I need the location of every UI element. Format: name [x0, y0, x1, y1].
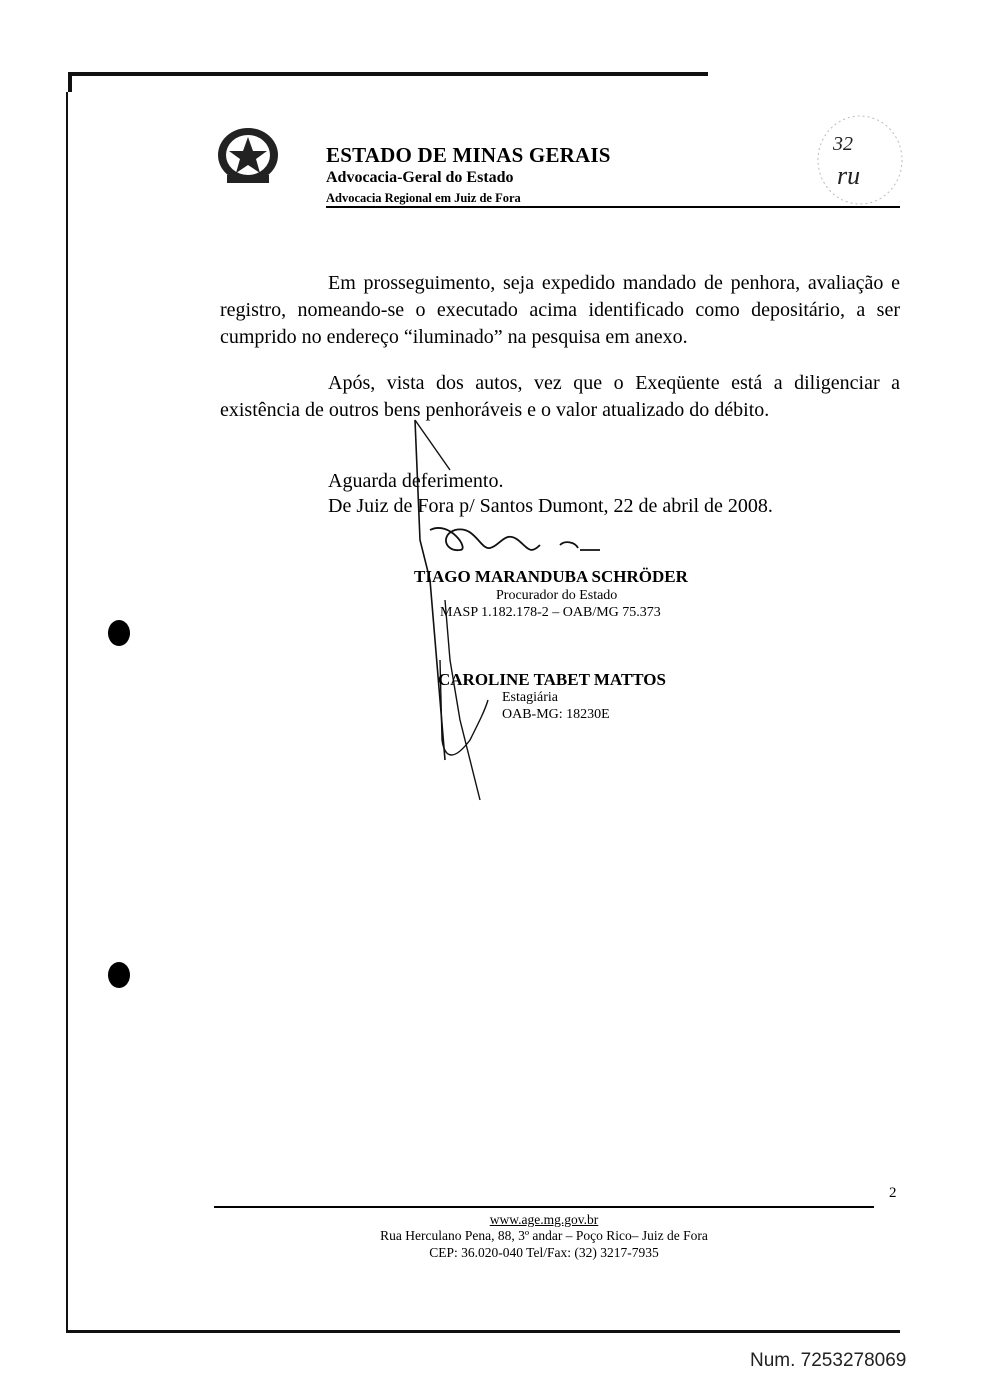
header-rule — [326, 206, 900, 208]
stamp-folio: 32 — [833, 133, 853, 155]
footer-website[interactable]: www.age.mg.gov.br — [489, 1212, 599, 1227]
footer-rule — [214, 1206, 874, 1208]
punch-hole-2 — [108, 962, 130, 988]
signatory-2-role: Estagiária — [502, 690, 558, 705]
place-date-line: De Juiz de Fora p/ Santos Dumont, 22 de abril de 2008. — [328, 495, 773, 517]
header-office: Advocacia Regional em Juiz de Fora — [326, 191, 521, 205]
footer-contact: CEP: 36.020-040 Tel/Fax: (32) 3217-7935 — [429, 1245, 659, 1260]
signatory-1-name: TIAGO MARANDUBA SCHRÖDER — [414, 567, 688, 586]
punch-hole-1 — [108, 620, 130, 646]
document-number: Num. 7253278069 — [750, 1350, 907, 1371]
header-state: ESTADO DE MINAS GERAIS — [326, 143, 611, 167]
closing-line: Aguarda deferimento. — [328, 470, 504, 492]
scan-corner-mark — [68, 72, 72, 92]
stamp-initial: ru — [837, 161, 861, 190]
header-agency: Advocacia-Geral do Estado — [326, 169, 514, 186]
signatory-2-registration: OAB-MG: 18230E — [502, 707, 610, 722]
scan-left-border — [66, 92, 68, 1332]
signatory-1-role: Procurador do Estado — [496, 588, 618, 603]
page-stamp — [815, 112, 905, 207]
scan-bottom-border — [66, 1330, 900, 1333]
signatory-2-name: CAROLINE TABET MATTOS — [438, 670, 666, 689]
footer-address: Rua Herculano Pena, 88, 3º andar – Poço Rico– Juiz de Fora — [380, 1228, 708, 1243]
scan-top-border — [68, 72, 708, 76]
paragraph-1: Em prosseguimento, seja expedido mandado de penhora, avaliação e registro, nomeando-se o executado acima identificado como depositário, a ser cumprido no endereço “iluminado” na pesquisa em anexo. — [220, 272, 900, 348]
signatory-1-registration: MASP 1.182.178-2 – OAB/MG 75.373 — [440, 605, 661, 620]
paragraph-2: Após, vista dos autos, vez que o Exeqüente está a diligenciar a existência de outros bens penhoráveis e o valor atualizado do débito. — [220, 372, 900, 421]
page-number: 2 — [889, 1185, 897, 1201]
state-coat-of-arms-icon — [213, 125, 283, 187]
